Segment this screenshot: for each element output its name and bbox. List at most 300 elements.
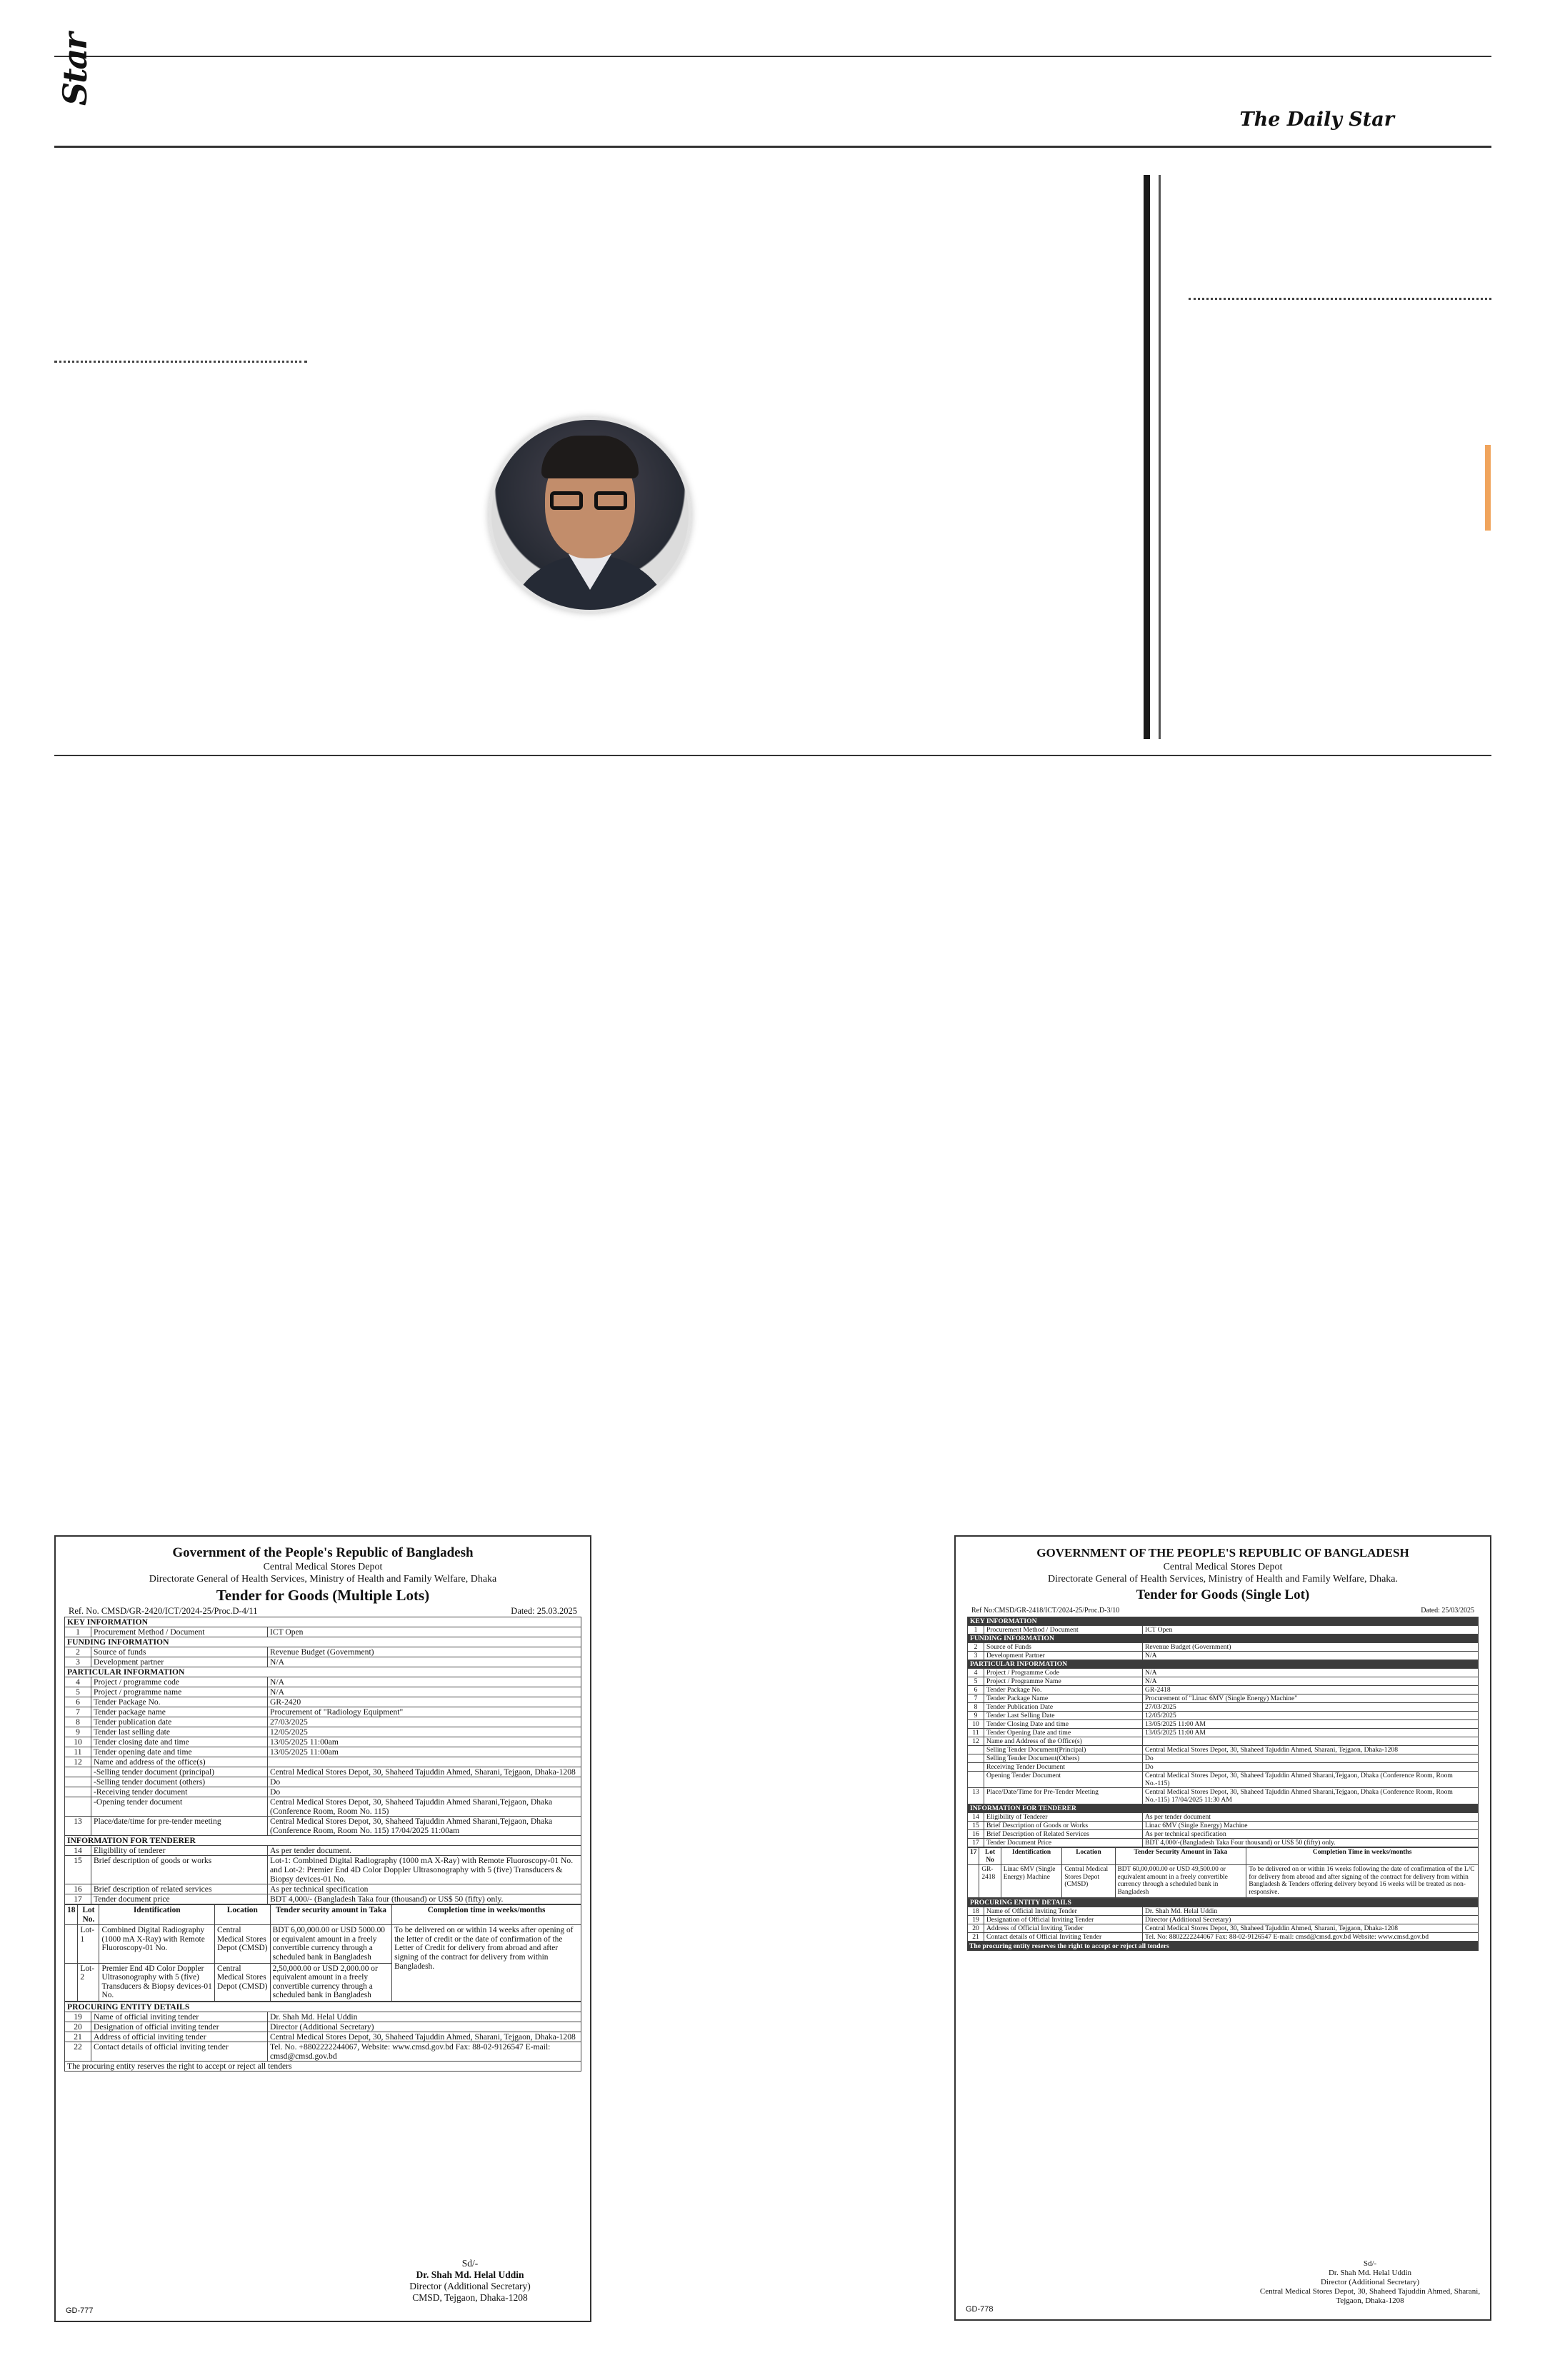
paper-name[interactable]: The Daily Star: [1239, 109, 1394, 131]
info-row: [968, 1830, 1479, 1839]
info-cell-num: 11: [65, 1747, 91, 1757]
info-cell-lbl: Brief Description of Related Services: [984, 1830, 1143, 1839]
lot-header-cell: Completion time in weeks/months: [392, 1905, 581, 1925]
entity-cell-num: 19: [968, 1915, 984, 1924]
sig-designation: Director (Additional Secretary): [1320, 2278, 1420, 2286]
info-cell-num: 17: [65, 1894, 91, 1904]
entity-cell-num: 18: [968, 1907, 984, 1915]
lot-spacer-cell: [65, 1963, 78, 2001]
info-cell-val: 12/05/2025: [1143, 1712, 1479, 1720]
lot-header-cell: Location: [1062, 1848, 1115, 1865]
lot-spacer-cell: [65, 1925, 78, 1963]
info-cell-val: BDT 4,000/- (Bangladesh Taka four (thousand) or US$ 50 (fifty) only.: [268, 1894, 581, 1904]
section-heading: KEY INFORMATION: [65, 1617, 581, 1627]
info-row: [968, 1737, 1479, 1746]
info-cell-num: [968, 1772, 984, 1788]
info-cell-lbl: Development partner: [91, 1657, 268, 1667]
info-cell-lbl: Tender publication date: [91, 1717, 268, 1727]
info-cell-val: 13/05/2025 11:00am: [268, 1747, 581, 1757]
info-cell-lbl: Tender package name: [91, 1707, 268, 1717]
lot-table: [64, 1904, 581, 2002]
info-cell-val: GR-2420: [268, 1697, 581, 1707]
info-cell-lbl: Brief Description of Goods or Works: [984, 1822, 1143, 1830]
divider-right: [1189, 298, 1491, 300]
info-row: [968, 1772, 1479, 1788]
info-cell-val: Central Medical Stores Depot, 30, Shaheed Tajuddin Ahmed Sharani,Tejgaon, Dhaka (Conference Room, Room No.-115): [1143, 1772, 1479, 1788]
lot-header-cell: Completion Time in weeks/months: [1246, 1848, 1479, 1865]
info-cell-lbl: -Opening tender document: [91, 1797, 268, 1817]
info-row: [968, 1788, 1479, 1804]
lot-row: [968, 1865, 1479, 1897]
info-cell-val: N/A: [1143, 1652, 1479, 1660]
info-cell-val: BDT 4,000/-(Bangladesh Taka Four thousand) or US$ 50 (fifty) only.: [1143, 1839, 1479, 1847]
info-cell-num: 15: [968, 1822, 984, 1830]
info-cell-num: 2: [968, 1643, 984, 1652]
info-cell-lbl: Project / Programme Name: [984, 1677, 1143, 1686]
sig-designation: Director (Additional Secretary): [409, 2281, 531, 2291]
photo-glasses: [550, 491, 630, 511]
ref-no: Ref. No. CMSD/GR-2420/ICT/2024-25/Proc.D-4/11: [69, 1606, 258, 1616]
lot-cell: BDT 60,00,000.00 or USD 49,500.00 or equivalent amount in a freely convertible currency through a scheduled bank in Bangladesh: [1115, 1865, 1246, 1897]
info-cell-num: 4: [65, 1677, 91, 1687]
lot-item-number: 17: [968, 1848, 979, 1865]
section-heading: INFORMATION FOR TENDERER: [65, 1836, 581, 1846]
accent-bar: [1485, 445, 1491, 531]
entity-cell-val: Director (Additional Secretary): [1143, 1915, 1479, 1924]
info-cell-val: Do: [1143, 1754, 1479, 1763]
info-cell-val: 13/05/2025 11:00am: [268, 1737, 581, 1747]
info-cell-val: As per tender document.: [268, 1846, 581, 1856]
info-cell-val: Central Medical Stores Depot, 30, Shaheed Tajuddin Ahmed Sharani,Tejgaon, Dhaka (Conference Room, Room No. 115): [268, 1797, 581, 1817]
notice-title: Tender for Goods (Single Lot): [1136, 1587, 1310, 1602]
info-cell-lbl: -Receiving tender document: [91, 1787, 268, 1797]
entity-cell-lbl: Designation of Official Inviting Tender: [984, 1915, 1143, 1924]
lot-header-cell: Identification: [1001, 1848, 1062, 1865]
entity-cell-num: 21: [65, 2032, 91, 2042]
entity-cell-lbl: Name of Official Inviting Tender: [984, 1907, 1143, 1915]
entity-row: [968, 1924, 1479, 1932]
info-cell-lbl: Name and Address of the Office(s): [984, 1737, 1143, 1746]
info-row: [968, 1763, 1479, 1772]
entity-cell-lbl: Address of Official Inviting Tender: [984, 1924, 1143, 1932]
lot-header-row: [968, 1848, 1479, 1865]
masthead-rule: [54, 146, 1491, 148]
section-header-row: [968, 1635, 1479, 1643]
section-header-row: [65, 1617, 581, 1627]
info-row: [968, 1686, 1479, 1694]
entity-cell-lbl: Contact details of Official Inviting Tender: [984, 1932, 1143, 1941]
lot-cell: Lot-1: [78, 1925, 99, 1963]
lot-table: [967, 1847, 1479, 1898]
info-cell-val: Lot-1: Combined Digital Radiography (1000 mA X-Ray) with Remote Fluoroscopy-01 No. and Lot-2: Premier End 4D Color Doppler Ultrasonography with 5 (five) Transducers & Biopsy devices-01 No.: [268, 1856, 581, 1884]
entity-cell-val: Central Medical Stores Depot, 30, Shaheed Tajuddin Ahmed, Sharani, Tejgaon, Dhaka-1208: [268, 2032, 581, 2042]
ref-line: [967, 1605, 1479, 1617]
lot-completion-cell: To be delivered on or within 14 weeks after opening of the letter of credit or the date of confirmation of the Letter of Credit for delivery from abroad and after signing of the contract for delivery from within Bangladesh.: [392, 1925, 581, 2002]
info-cell-num: [968, 1754, 984, 1763]
info-cell-num: 15: [65, 1856, 91, 1884]
info-cell-lbl: -Selling tender document (principal): [91, 1767, 268, 1777]
info-cell-val: ICT Open: [1143, 1626, 1479, 1635]
info-cell-val: As per tender document: [1143, 1813, 1479, 1822]
lot-header-cell: Lot No.: [78, 1905, 99, 1925]
info-cell-num: 10: [65, 1737, 91, 1747]
info-cell-lbl: Receiving Tender Document: [984, 1763, 1143, 1772]
info-row: [65, 1677, 581, 1687]
info-cell-val: 27/03/2025: [1143, 1703, 1479, 1712]
section-header-row: [968, 1660, 1479, 1669]
lot-header-cell: Tender Security Amount in Taka: [1115, 1848, 1246, 1865]
photo-hair: [541, 436, 639, 478]
ref-date: Dated: 25/03/2025: [1421, 1607, 1474, 1615]
info-cell-num: 16: [968, 1830, 984, 1839]
entity-cell-num: 20: [65, 2022, 91, 2032]
info-cell-val: Central Medical Stores Depot, 30, Shaheed Tajuddin Ahmed Sharani,Tejgaon, Dhaka (Conference Room, Room No. 115) 17/04/2025 11:00am: [268, 1817, 581, 1836]
info-cell-lbl: Tender Package Name: [984, 1694, 1143, 1703]
lot-header-cell: Tender security amount in Taka: [270, 1905, 391, 1925]
info-cell-num: 5: [65, 1687, 91, 1697]
entity-cell-val: Tel. No. +8802222244067, Website: www.cmsd.gov.bd Fax: 88-02-9126547 E-mail: cmsd@cmsd.gov.bd: [268, 2042, 581, 2061]
info-cell-num: 10: [968, 1720, 984, 1729]
info-cell-val: Do: [1143, 1763, 1479, 1772]
info-cell-val: N/A: [268, 1687, 581, 1697]
notice-gov: GOVERNMENT OF THE PEOPLE'S REPUBLIC OF BANGLADESH: [1036, 1546, 1409, 1560]
column-divider: [1144, 175, 1150, 739]
entity-table: [64, 2002, 581, 2072]
info-row: [65, 1717, 581, 1727]
info-cell-lbl: Procurement Method / Document: [91, 1627, 268, 1637]
signature-block: [1256, 2259, 1484, 2306]
info-cell-num: 9: [65, 1727, 91, 1737]
notice-gov: Government of the People's Republic of Bangladesh: [172, 1545, 474, 1560]
info-cell-lbl: Tender Opening Date and time: [984, 1729, 1143, 1737]
info-cell-val: 27/03/2025: [268, 1717, 581, 1727]
info-cell-lbl: Tender Closing Date and time: [984, 1720, 1143, 1729]
info-row: [65, 1737, 581, 1747]
section-heading: FUNDING INFORMATION: [65, 1637, 581, 1647]
section-heading: INFORMATION FOR TENDERER: [968, 1804, 1479, 1813]
notice-depot: Central Medical Stores Depot: [1163, 1562, 1283, 1572]
entity-cell-lbl: Designation of official inviting tender: [91, 2022, 268, 2032]
entity-table: [967, 1898, 1479, 1942]
info-cell-lbl: Procurement Method / Document: [984, 1626, 1143, 1635]
info-cell-val: As per technical specification: [1143, 1830, 1479, 1839]
entity-cell-lbl: Address of official inviting tender: [91, 2032, 268, 2042]
entity-cell-num: 19: [65, 2012, 91, 2022]
info-row: [968, 1746, 1479, 1754]
info-cell-num: [968, 1763, 984, 1772]
author-photo: [489, 417, 691, 613]
info-row: [65, 1757, 581, 1767]
notice-title: Tender for Goods (Multiple Lots): [216, 1587, 430, 1604]
info-cell-lbl: Source of Funds: [984, 1643, 1143, 1652]
info-cell-lbl: Tender Package No.: [91, 1697, 268, 1707]
info-cell-val: Revenue Budget (Government): [268, 1647, 581, 1657]
info-cell-num: 9: [968, 1712, 984, 1720]
info-cell-val: 13/05/2025 11:00 AM: [1143, 1729, 1479, 1737]
info-cell-num: 11: [968, 1729, 984, 1737]
section-header-row: [65, 1836, 581, 1846]
info-cell-lbl: Place/Date/Time for Pre-Tender Meeting: [984, 1788, 1143, 1804]
entity-cell-num: 20: [968, 1924, 984, 1932]
info-cell-lbl: Tender document price: [91, 1894, 268, 1904]
info-cell-lbl: Tender Publication Date: [984, 1703, 1143, 1712]
section-heading: PARTICULAR INFORMATION: [65, 1667, 581, 1677]
lot-header-cell: Location: [214, 1905, 270, 1925]
info-cell-lbl: Project / programme name: [91, 1687, 268, 1697]
info-cell-val: ICT Open: [268, 1627, 581, 1637]
lot-cell: 2,50,000.00 or USD 2,000.00 or equivalent amount in a freely convertible currency through a scheduled bank in Bangladesh: [270, 1963, 391, 2001]
info-cell-val: Central Medical Stores Depot, 30, Shaheed Tajuddin Ahmed, Sharani, Tejgaon, Dhaka-1208: [1143, 1746, 1479, 1754]
lot-row: [65, 1925, 581, 1963]
info-row: [65, 1747, 581, 1757]
lot-cell: Combined Digital Radiography (1000 mA X-Ray) with Remote Fluoroscopy-01 No.: [99, 1925, 215, 1963]
section-header-row: [65, 1667, 581, 1677]
info-cell-num: [65, 1767, 91, 1777]
sig-address: CMSD, Tejgaon, Dhaka-1208: [412, 2292, 528, 2303]
ref-line: [64, 1605, 581, 1617]
lot-item-number: 18: [65, 1905, 78, 1925]
info-cell-num: [968, 1746, 984, 1754]
info-row: [65, 1657, 581, 1667]
info-cell-val: Linac 6MV (Single Energy) Machine: [1143, 1822, 1479, 1830]
info-row: [65, 1707, 581, 1717]
info-cell-num: 17: [968, 1839, 984, 1847]
info-cell-val: As per technical specification: [268, 1884, 581, 1894]
info-cell-val: Procurement of "Radiology Equipment": [268, 1707, 581, 1717]
info-cell-val: N/A: [1143, 1669, 1479, 1677]
info-cell-lbl: Tender opening date and time: [91, 1747, 268, 1757]
entity-row: [65, 2022, 581, 2032]
lot-cell: Central Medical Stores Depot (CMSD): [1062, 1865, 1115, 1897]
info-row: [65, 1846, 581, 1856]
info-cell-lbl: Project / Programme Code: [984, 1669, 1143, 1677]
info-cell-lbl: Tender last selling date: [91, 1727, 268, 1737]
info-row: [968, 1652, 1479, 1660]
info-cell-num: 13: [65, 1817, 91, 1836]
lot-cell: Linac 6MV (Single Energy) Machine: [1001, 1865, 1062, 1897]
info-cell-num: 5: [968, 1677, 984, 1686]
info-row: [65, 1687, 581, 1697]
info-cell-num: 4: [968, 1669, 984, 1677]
entity-cell-val: Tel. No: 8802222244067 Fax: 88-02-9126547 E-mail: cmsd@cmsd.gov.bd Website: www.cmsd.gov.bd: [1143, 1932, 1479, 1941]
info-cell-num: 3: [65, 1657, 91, 1667]
info-cell-lbl: Opening Tender Document: [984, 1772, 1143, 1788]
info-cell-val: [268, 1757, 581, 1767]
info-cell-lbl: Tender closing date and time: [91, 1737, 268, 1747]
info-cell-val: N/A: [268, 1657, 581, 1667]
info-row: [968, 1754, 1479, 1763]
info-cell-val: Do: [268, 1787, 581, 1797]
section-heading: PROCURING ENTITY DETAILS: [65, 2002, 581, 2012]
entity-row: [968, 1932, 1479, 1941]
info-cell-num: 1: [65, 1627, 91, 1637]
info-cell-num: 2: [65, 1647, 91, 1657]
info-cell-lbl: Source of funds: [91, 1647, 268, 1657]
info-cell-lbl: Selling Tender Document(Principal): [984, 1746, 1143, 1754]
entity-cell-val: Dr. Shah Md. Helal Uddin: [1143, 1907, 1479, 1915]
info-cell-val: Central Medical Stores Depot, 30, Shaheed Tajuddin Ahmed Sharani,Tejgaon, Dhaka (Conference Room, Room No.-115) 17/04/2025 11:30 AM: [1143, 1788, 1479, 1804]
info-cell-val: N/A: [1143, 1677, 1479, 1686]
sig-sd: Sd/-: [461, 2258, 479, 2269]
info-cell-lbl: Eligibility of tenderer: [91, 1846, 268, 1856]
entity-cell-val: Director (Additional Secretary): [268, 2022, 581, 2032]
column-divider-thin: [1159, 175, 1161, 739]
info-cell-lbl: Brief description of goods or works: [91, 1856, 268, 1884]
info-cell-num: 1: [968, 1626, 984, 1635]
info-row: [968, 1822, 1479, 1830]
ref-no: Ref No:CMSD/GR-2418/ICT/2024-25/Proc.D-3/10: [971, 1607, 1120, 1615]
info-cell-lbl: Place/date/time for pre-tender meeting: [91, 1817, 268, 1836]
divider-left: [54, 361, 307, 363]
info-cell-val: Procurement of "Linac 6MV (Single Energy) Machine": [1143, 1694, 1479, 1703]
entity-cell-num: 22: [65, 2042, 91, 2061]
ad-code: GD-778: [966, 2305, 994, 2314]
info-cell-val: GR-2418: [1143, 1686, 1479, 1694]
reserve-note: The procuring entity reserves the right to accept or reject all tenders: [65, 2061, 581, 2071]
section-header-row: [968, 1898, 1479, 1907]
info-cell-num: 14: [968, 1813, 984, 1822]
notice-table: [967, 1617, 1479, 1847]
info-cell-num: 7: [968, 1694, 984, 1703]
info-cell-lbl: Selling Tender Document(Others): [984, 1754, 1143, 1763]
ref-date: Dated: 25.03.2025: [511, 1606, 577, 1616]
info-cell-val: 12/05/2025: [268, 1727, 581, 1737]
section-header-row: [65, 2002, 581, 2012]
info-row: [968, 1703, 1479, 1712]
entity-cell-lbl: Contact details of official inviting tender: [91, 2042, 268, 2061]
info-row: [968, 1813, 1479, 1822]
info-row: [968, 1677, 1479, 1686]
section-heading: PARTICULAR INFORMATION: [968, 1660, 1479, 1669]
info-cell-lbl: Name and address of the office(s): [91, 1757, 268, 1767]
info-cell-num: 16: [65, 1884, 91, 1894]
info-row: [65, 1767, 581, 1777]
info-cell-val: Central Medical Stores Depot, 30, Shaheed Tajuddin Ahmed, Sharani, Tejgaon, Dhaka-1208: [268, 1767, 581, 1777]
info-row: [65, 1777, 581, 1787]
info-row: [968, 1669, 1479, 1677]
info-row: [65, 1627, 581, 1637]
notice-table: [64, 1617, 581, 1904]
info-cell-num: 8: [65, 1717, 91, 1727]
notice-directorate: Directorate General of Health Services, Ministry of Health and Family Welfare, Dhaka: [149, 1574, 497, 1585]
info-row: [968, 1626, 1479, 1635]
info-cell-lbl: Tender Document Price: [984, 1839, 1143, 1847]
info-cell-num: 7: [65, 1707, 91, 1717]
lot-cell: Central Medical Stores Depot (CMSD): [214, 1925, 270, 1963]
lot-cell: BDT 6,00,000.00 or USD 5000.00 or equivalent amount in a freely convertible currency through a scheduled bank in Bangladesh: [270, 1925, 391, 1963]
info-cell-num: [65, 1797, 91, 1817]
info-cell-lbl: Tender Last Selling Date: [984, 1712, 1143, 1720]
notice-directorate: Directorate General of Health Services, Ministry of Health and Family Welfare, Dhaka.: [1048, 1574, 1398, 1585]
info-cell-num: 13: [968, 1788, 984, 1804]
entity-cell-lbl: Name of official inviting tender: [91, 2012, 268, 2022]
sig-address: Central Medical Stores Depot, 30, Shaheed Tajuddin Ahmed, Sharani, Tejgaon, Dhaka-1208: [1259, 2287, 1481, 2305]
info-cell-num: 8: [968, 1703, 984, 1712]
lot-cell: GR-2418: [979, 1865, 1001, 1897]
sig-sd: Sd/-: [1363, 2259, 1377, 2268]
reserve-row: [65, 2061, 581, 2071]
info-cell-val: Revenue Budget (Government): [1143, 1643, 1479, 1652]
sig-name: Dr. Shah Md. Helal Uddin: [416, 2269, 524, 2280]
info-row: [968, 1720, 1479, 1729]
info-cell-lbl: Project / programme code: [91, 1677, 268, 1687]
info-row: [65, 1817, 581, 1836]
info-cell-num: 12: [65, 1757, 91, 1767]
section-logo[interactable]: Star: [56, 34, 94, 106]
info-row: [65, 1727, 581, 1737]
lot-header-cell: Identification: [99, 1905, 215, 1925]
tender-notice-multiple-lots: [54, 1535, 591, 2322]
info-row: [65, 1797, 581, 1817]
info-row: [65, 1894, 581, 1904]
entity-cell-val: Dr. Shah Md. Helal Uddin: [268, 2012, 581, 2022]
entity-row: [65, 2012, 581, 2022]
reserve-note: The procuring entity reserves the right to accept or reject all tenders: [967, 1942, 1479, 1951]
info-row: [65, 1787, 581, 1797]
entity-row: [65, 2042, 581, 2061]
info-row: [968, 1694, 1479, 1703]
info-row: [65, 1697, 581, 1707]
info-cell-num: 12: [968, 1737, 984, 1746]
info-cell-lbl: Eligibility of Tenderer: [984, 1813, 1143, 1822]
info-cell-num: [65, 1777, 91, 1787]
notice-depot: Central Medical Stores Depot: [263, 1562, 383, 1572]
section-header-row: [968, 1617, 1479, 1626]
entity-row: [968, 1907, 1479, 1915]
info-cell-lbl: Tender Package No.: [984, 1686, 1143, 1694]
lot-cell: Lot-2: [78, 1963, 99, 2001]
info-row: [968, 1729, 1479, 1737]
lot-header-row: [65, 1905, 581, 1925]
info-cell-val: Do: [268, 1777, 581, 1787]
lot-cell: Central Medical Stores Depot (CMSD): [214, 1963, 270, 2001]
info-cell-num: 6: [65, 1697, 91, 1707]
section-heading: KEY INFORMATION: [968, 1617, 1479, 1626]
section-heading: FUNDING INFORMATION: [968, 1635, 1479, 1643]
info-row: [968, 1712, 1479, 1720]
entity-cell-num: 21: [968, 1932, 984, 1941]
section-header-row: [65, 1637, 581, 1647]
top-rule: [54, 56, 1491, 57]
fold-rule: [54, 755, 1491, 756]
section-heading: PROCURING ENTITY DETAILS: [968, 1898, 1479, 1907]
lot-spacer-cell: [968, 1865, 979, 1897]
info-cell-lbl: -Selling tender document (others): [91, 1777, 268, 1787]
info-cell-lbl: Development Partner: [984, 1652, 1143, 1660]
tender-notice-single-lot: [954, 1535, 1491, 2321]
info-row: [968, 1839, 1479, 1847]
info-cell-lbl: Brief description of related services: [91, 1884, 268, 1894]
section-header-row: [968, 1804, 1479, 1813]
info-cell-num: [65, 1787, 91, 1797]
info-cell-num: 14: [65, 1846, 91, 1856]
info-cell-val: [1143, 1737, 1479, 1746]
info-cell-num: 3: [968, 1652, 984, 1660]
info-cell-val: N/A: [268, 1677, 581, 1687]
ad-code: GD-777: [66, 2306, 94, 2315]
info-row: [65, 1884, 581, 1894]
entity-row: [968, 1915, 1479, 1924]
info-row: [65, 1856, 581, 1884]
info-row: [65, 1647, 581, 1657]
info-cell-val: 13/05/2025 11:00 AM: [1143, 1720, 1479, 1729]
info-row: [968, 1643, 1479, 1652]
lot-header-cell: Lot No: [979, 1848, 1001, 1865]
sig-name: Dr. Shah Md. Helal Uddin: [1328, 2269, 1412, 2277]
info-cell-num: 6: [968, 1686, 984, 1694]
signature-block: [356, 2258, 584, 2304]
lot-cell: Premier End 4D Color Doppler Ultrasonography with 5 (five) Transducers & Biopsy devices-01 No.: [99, 1963, 215, 2001]
